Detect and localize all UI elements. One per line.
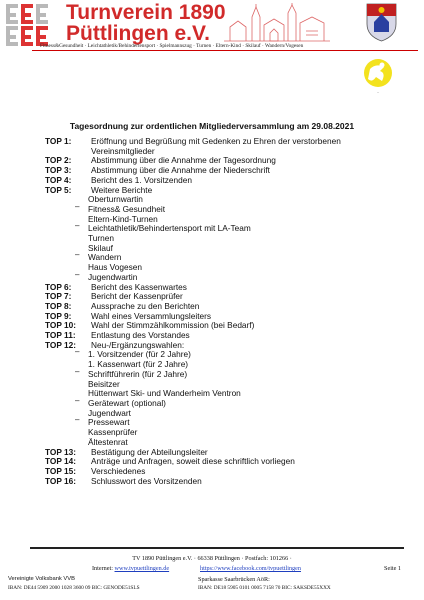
- agenda-item-number: TOP 11:: [45, 330, 76, 341]
- agenda-subitem-text: Ältestenrat: [88, 436, 128, 447]
- svg-text:~: ~: [376, 90, 380, 95]
- bullet-dash-icon: –: [75, 221, 80, 231]
- bullet-dash-icon: –: [75, 415, 80, 425]
- agenda-item-text: Abstimmung über die Annahme der Niederschrift: [91, 165, 270, 176]
- agenda-item-text: Bericht der Kassenprüfer: [91, 291, 183, 302]
- agenda-subitem-text: Skilauf: [88, 242, 113, 253]
- club-name-line2: Püttlingen e.V.: [66, 22, 210, 45]
- internet-line: [92, 565, 169, 572]
- agenda-item-text: Schlusswort des Vorsitzenden: [91, 475, 202, 486]
- agenda-item-text: Anträge und Anfragen, soweit diese schriftlich vorliegen: [91, 456, 295, 467]
- bullet-dash-icon: –: [75, 250, 80, 260]
- coat-of-arms-icon: [365, 2, 398, 42]
- agenda-item: [45, 477, 405, 487]
- agenda-subitem-text: Schriftführerin (für 2 Jahre): [88, 368, 188, 379]
- club-logo-icon: [6, 4, 62, 46]
- bullet-dash-icon: –: [75, 201, 80, 211]
- club-name-line1: Turnverein 1890: [66, 1, 226, 24]
- agenda-subitem-text: 1. Vorsitzender (für 2 Jahre): [88, 349, 191, 360]
- agenda-subitem-text: Jugendwartin: [88, 271, 138, 282]
- letterhead: [0, 0, 424, 52]
- agenda-item-text: Bericht des Kassenwartes: [91, 281, 187, 292]
- agenda-item-number: TOP 16:: [45, 475, 77, 486]
- agenda-list: [45, 137, 405, 486]
- agenda-subitem-text: 1. Kassenwart (für 2 Jahre): [88, 359, 189, 370]
- bullet-dash-icon: –: [75, 395, 80, 405]
- bullet-dash-icon: –: [75, 347, 80, 357]
- agenda-subitem-text: Leichtathletik/Behindertensport mit LA-Team: [88, 223, 251, 234]
- agenda-item-number: TOP 10:: [45, 320, 77, 331]
- bank1-name: Vereinigte Volksbank VVB: [8, 576, 76, 582]
- agenda-subitem-text: Kassenprüfer: [88, 427, 138, 438]
- page-title: Tagesordnung zur ordentlichen Mitgliederversammlung am 29.08.2021: [69, 121, 355, 131]
- agenda-item-number: TOP 15:: [45, 465, 77, 476]
- agenda-subitem-text: Wandern: [88, 252, 122, 263]
- bank2-iban: IBAN: DE18 5905 0101 0005 7158 70 BIC: SAKSDE55XXX: [198, 585, 331, 591]
- agenda-subitem-text: Turnen: [88, 233, 114, 244]
- agenda-item-number: TOP 6:: [45, 281, 72, 292]
- agenda-subitem-text: Oberturnwartin: [88, 194, 143, 205]
- agenda-subitem-text: Eltern-Kind-Turnen: [88, 213, 158, 224]
- club-name: [66, 2, 226, 44]
- bullet-dash-icon: –: [75, 366, 80, 376]
- agenda-item-text: Vereinsmitglieder: [91, 145, 155, 156]
- facebook-link[interactable]: https://www.facebook.com/tvpuettlingen: [200, 565, 301, 572]
- town-skyline-icon: [222, 3, 332, 43]
- agenda-item-text: Eröffnung und Begrüßung mit Gedenken zu Ehren der verstorbenen: [91, 136, 341, 146]
- agenda-item-text: Verschiedenes: [91, 465, 146, 476]
- agenda-item-text: Neu-/Ergänzungswahlen:: [91, 339, 185, 350]
- agenda-item-number: TOP 7:: [45, 291, 72, 302]
- agenda-item-number: TOP 1:: [45, 136, 72, 146]
- agenda-subitem-text: Hüttenwart Ski- und Wanderheim Ventron: [88, 388, 241, 399]
- agenda-item-number: TOP 3:: [45, 165, 72, 176]
- bullet-dash-icon: –: [75, 269, 80, 279]
- agenda-subitem-text: Pressewart: [88, 417, 130, 428]
- footer-address: TV 1890 Püttlingen e.V. · 66338 Püttlingen · Postfach: 101266 ·: [132, 555, 292, 562]
- agenda-subitem-text: Gerätewart (optional): [88, 397, 166, 408]
- agenda-item-text: Aussprache zu den Berichten: [91, 300, 200, 311]
- sport-departments-line: Fitness&Gesundheit · Leichtathletik/Behindertensport · Spielmannszug · Turnen · Eltern-Kind · Skilauf · Wandern/Vogesen: [40, 43, 304, 49]
- agenda-subitem: [45, 438, 405, 448]
- agenda-item-number: TOP 9:: [45, 310, 72, 321]
- agenda-item-text: Wahl der Stimmzählkommission (bei Bedarf): [91, 320, 255, 331]
- agenda-item-text: Entlastung des Vorstandes: [91, 330, 190, 341]
- agenda-subitem-text: Jugendwart: [88, 407, 131, 418]
- agenda-subitem-text: Beisitzer: [88, 378, 120, 389]
- agenda-item-number: TOP 2:: [45, 155, 72, 166]
- agenda-item-number: TOP 4:: [45, 174, 72, 185]
- agenda-subitem-text: Haus Vogesen: [88, 262, 142, 273]
- agenda-item-number: TOP 13:: [45, 446, 77, 457]
- agenda-item-text: Weitere Berichte: [91, 184, 153, 195]
- page-number: Seite 1: [384, 565, 402, 572]
- internet-label: Internet:: [92, 565, 115, 572]
- bank2-name: Sparkasse Saarbrücken AöR:: [198, 576, 270, 583]
- agenda-subitem: [45, 269, 405, 283]
- agenda-item-text: Bestätigung der Abteilungsleiter: [91, 446, 208, 457]
- agenda-subitem-text: Fitness& Gesundheit: [88, 203, 166, 214]
- agenda-item-number: TOP 14:: [45, 456, 77, 467]
- agenda-item-text: Abstimmung über die Annahme der Tagesordnung: [91, 155, 276, 166]
- agenda-item-text: Wahl eines Versammlungsleiters: [91, 310, 212, 321]
- bank1-iban: IBAN: DE44 5909 2000 1028 3600 09 BIC: GENODE51SLS: [8, 585, 140, 591]
- agenda-item-number: TOP 5:: [45, 184, 72, 195]
- header-divider: [32, 50, 418, 51]
- agenda-item-number: TOP 8:: [45, 300, 72, 311]
- agenda-item-text: Bericht des 1. Vorsitzenden: [91, 174, 193, 185]
- website-link[interactable]: www.tvpuettlingen.de: [114, 565, 170, 572]
- sport-badge-icon: [362, 57, 396, 97]
- agenda-item-number: TOP 12:: [45, 339, 77, 350]
- footer-divider: [30, 547, 404, 549]
